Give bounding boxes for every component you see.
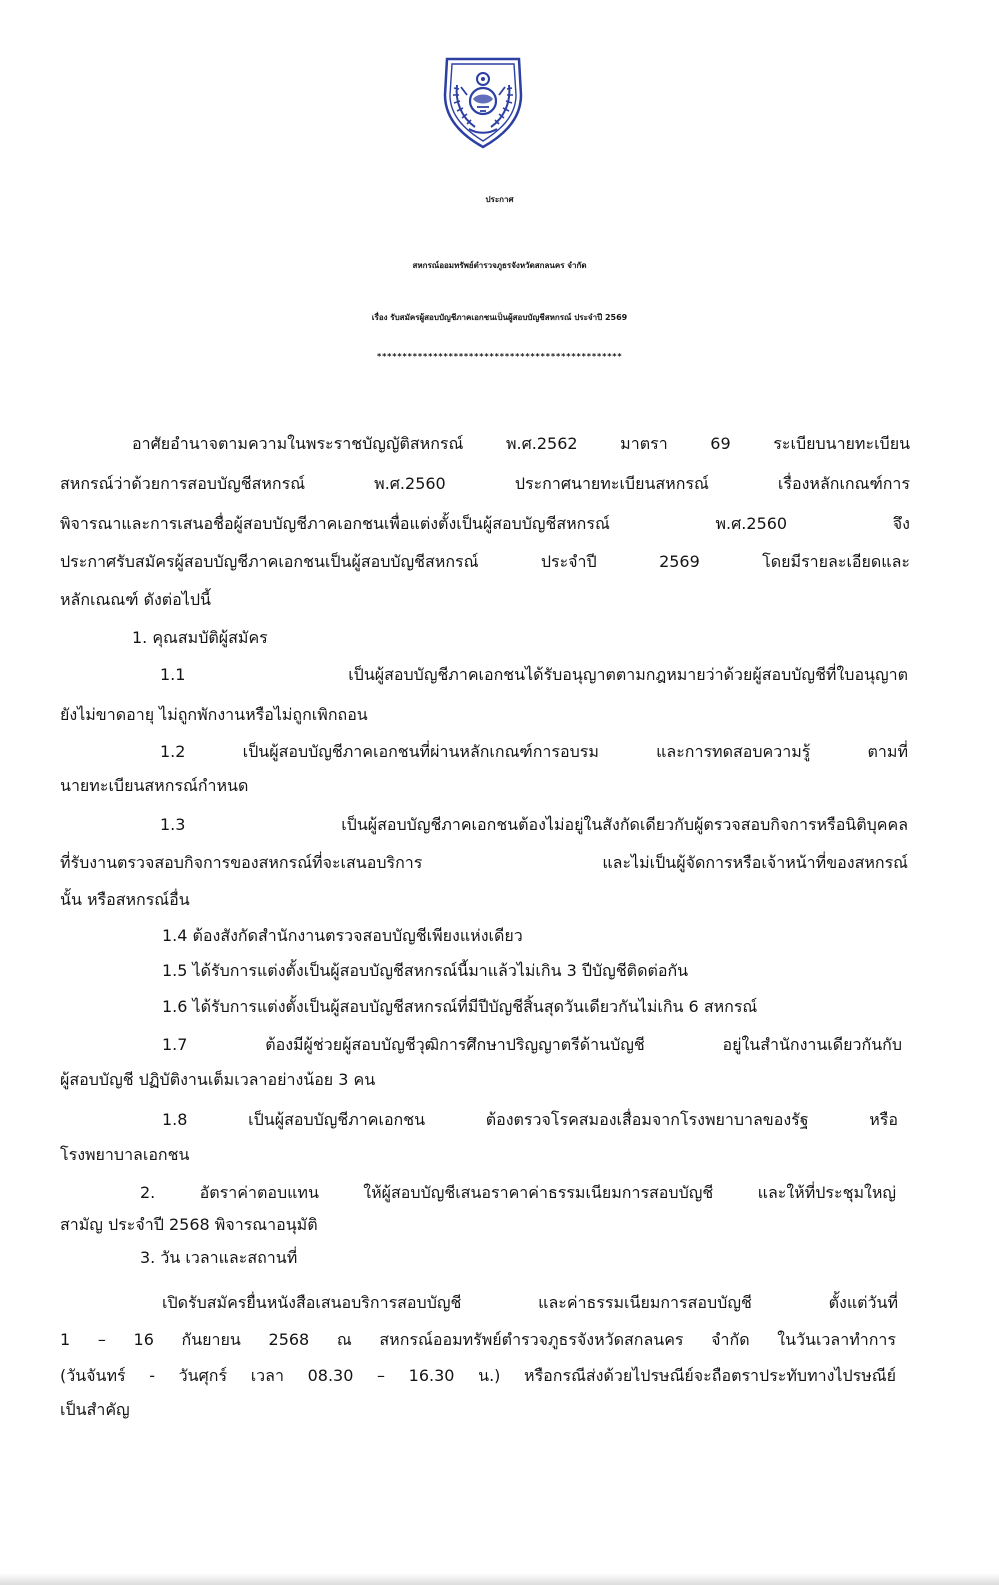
section-1-heading: 1. คุณสมบัติผู้สมัคร bbox=[132, 628, 268, 647]
item-1-3-line: 1.3 เป็นผู้สอบบัญชีภาคเอกชนต้องไม่อยู่ในสังกัดเดียวกับผู้ตรวจสอบกิจการหรือนิติบุคคล bbox=[160, 815, 908, 834]
page-bottom-edge bbox=[0, 1573, 999, 1585]
item-1-2-line: 1.2 เป็นผู้สอบบัญชีภาคเอกชนที่ผ่านหลักเกณฑ์การอบรม และการทดสอบความรู้ ตามที่ bbox=[160, 742, 908, 761]
item-1-1-line: 1.1 เป็นผู้สอบบัญชีภาคเอกชนได้รับอนุญาตตามกฎหมายว่าด้วยผู้สอบบัญชีที่ใบอนุญาต bbox=[160, 665, 908, 684]
item-1-3-line: ที่รับงานตรวจสอบกิจการของสหกรณ์ที่จะเสนอบริการ และไม่เป็นผู้จัดการหรือเจ้าหน้าที่ของสหกรณ์ bbox=[60, 853, 908, 872]
section-2-line: 2. อัตราค่าตอบแทน ให้ผู้สอบบัญชีเสนอราคาค่าธรรมเนียมการสอบบัญชี และให้ที่ประชุมใหญ่ bbox=[140, 1183, 896, 1202]
item-1-8-line: 1.8 เป็นผู้สอบบัญชีภาคเอกชน ต้องตรวจโรคสมองเสื่อมจากโรงพยาบาลของรัฐ หรือ bbox=[162, 1110, 898, 1129]
cooperative-shield-emblem-icon bbox=[437, 55, 529, 150]
organization-name: สหกรณ์ออมทรัพย์ตำรวจภูธรจังหวัดสกลนคร จำกัด bbox=[412, 261, 587, 270]
intro-line: ประกาศรับสมัครผู้สอบบัญชีภาคเอกชนเป็นผู้สอบบัญชีสหกรณ์ ประจำปี 2569 โดยมีรายละเอียดและ bbox=[60, 552, 910, 571]
section-2-line: สามัญ ประจำปี 2568 พิจารณาอนุมัติ bbox=[60, 1215, 318, 1234]
section-3-line: เป็นสำคัญ bbox=[60, 1400, 130, 1419]
item-1-7-line: 1.7 ต้องมีผู้ช่วยผู้สอบบัญชีวุฒิการศึกษาปริญญาตรีด้านบัญชี อยู่ในสำนักงานเดียวกันกับ bbox=[162, 1035, 902, 1054]
announcement-subject: เรื่อง รับสมัครผู้สอบบัญชีภาคเอกชนเป็นผู้สอบบัญชีสหกรณ์ ประจำปี 2569 bbox=[371, 313, 628, 322]
item-1-7-line: ผู้สอบบัญชี ปฏิบัติงานเต็มเวลาอย่างน้อย 3 คน bbox=[60, 1070, 376, 1089]
section-3-line: 1 – 16 กันยายน 2568 ณ สหกรณ์ออมทรัพย์ตำรวจภูธรจังหวัดสกลนคร จำกัด ในวันเวลาทำการ bbox=[60, 1330, 896, 1349]
intro-line: พิจารณาและการเสนอชื่อผู้สอบบัญชีภาคเอกชนเพื่อแต่งตั้งเป็นผู้สอบบัญชีสหกรณ์ พ.ศ.2560 จึง bbox=[60, 514, 910, 533]
star-separator: ************************************************ bbox=[376, 352, 623, 361]
item-1-6: 1.6 ได้รับการแต่งตั้งเป็นผู้สอบบัญชีสหกรณ์ที่มีปีบัญชีสิ้นสุดวันเดียวกันไม่เกิน 6 สหกรณ์ bbox=[162, 997, 758, 1016]
item-1-5: 1.5 ได้รับการแต่งตั้งเป็นผู้สอบบัญชีสหกรณ์นี้มาแล้วไม่เกิน 3 ปีบัญชีติดต่อกัน bbox=[162, 961, 689, 980]
item-1-1-line: ยังไม่ขาดอายุ ไม่ถูกพักงานหรือไม่ถูกเพิกถอน bbox=[60, 705, 368, 724]
intro-line: สหกรณ์ว่าด้วยการสอบบัญชีสหกรณ์ พ.ศ.2560 ประกาศนายทะเบียนสหกรณ์ เรื่องหลักเกณฑ์การ bbox=[60, 474, 910, 493]
item-1-2-line: นายทะเบียนสหกรณ์กำหนด bbox=[60, 776, 249, 795]
item-1-8-line: โรงพยาบาลเอกชน bbox=[60, 1145, 190, 1164]
item-1-4: 1.4 ต้องสังกัดสำนักงานตรวจสอบบัญชีเพียงแห่งเดียว bbox=[162, 926, 523, 945]
intro-line: หลักเณณฑ์ ดังต่อไปนี้ bbox=[60, 590, 211, 609]
section-3-line: เปิดรับสมัครยื่นหนังสือเสนอบริการสอบบัญชี และค่าธรรมเนียมการสอบบัญชี ตั้งแต่วันที่ bbox=[162, 1293, 898, 1312]
intro-line: อาศัยอำนาจตามความในพระราชบัญญัติสหกรณ์ พ.ศ.2562 มาตรา 69 ระเบียบนายทะเบียน bbox=[132, 434, 910, 453]
section-3-line: (วันจันทร์ - วันศุกร์ เวลา 08.30 – 16.30 น.) หรือกรณีส่งด้วยไปรษณีย์จะถือตราประทับทางไปรษณีย์ bbox=[60, 1366, 896, 1385]
section-3-heading: 3. วัน เวลาและสถานที่ bbox=[140, 1248, 298, 1267]
document-title: ประกาศ bbox=[485, 195, 514, 204]
item-1-3-line: นั้น หรือสหกรณ์อื่น bbox=[60, 890, 190, 909]
